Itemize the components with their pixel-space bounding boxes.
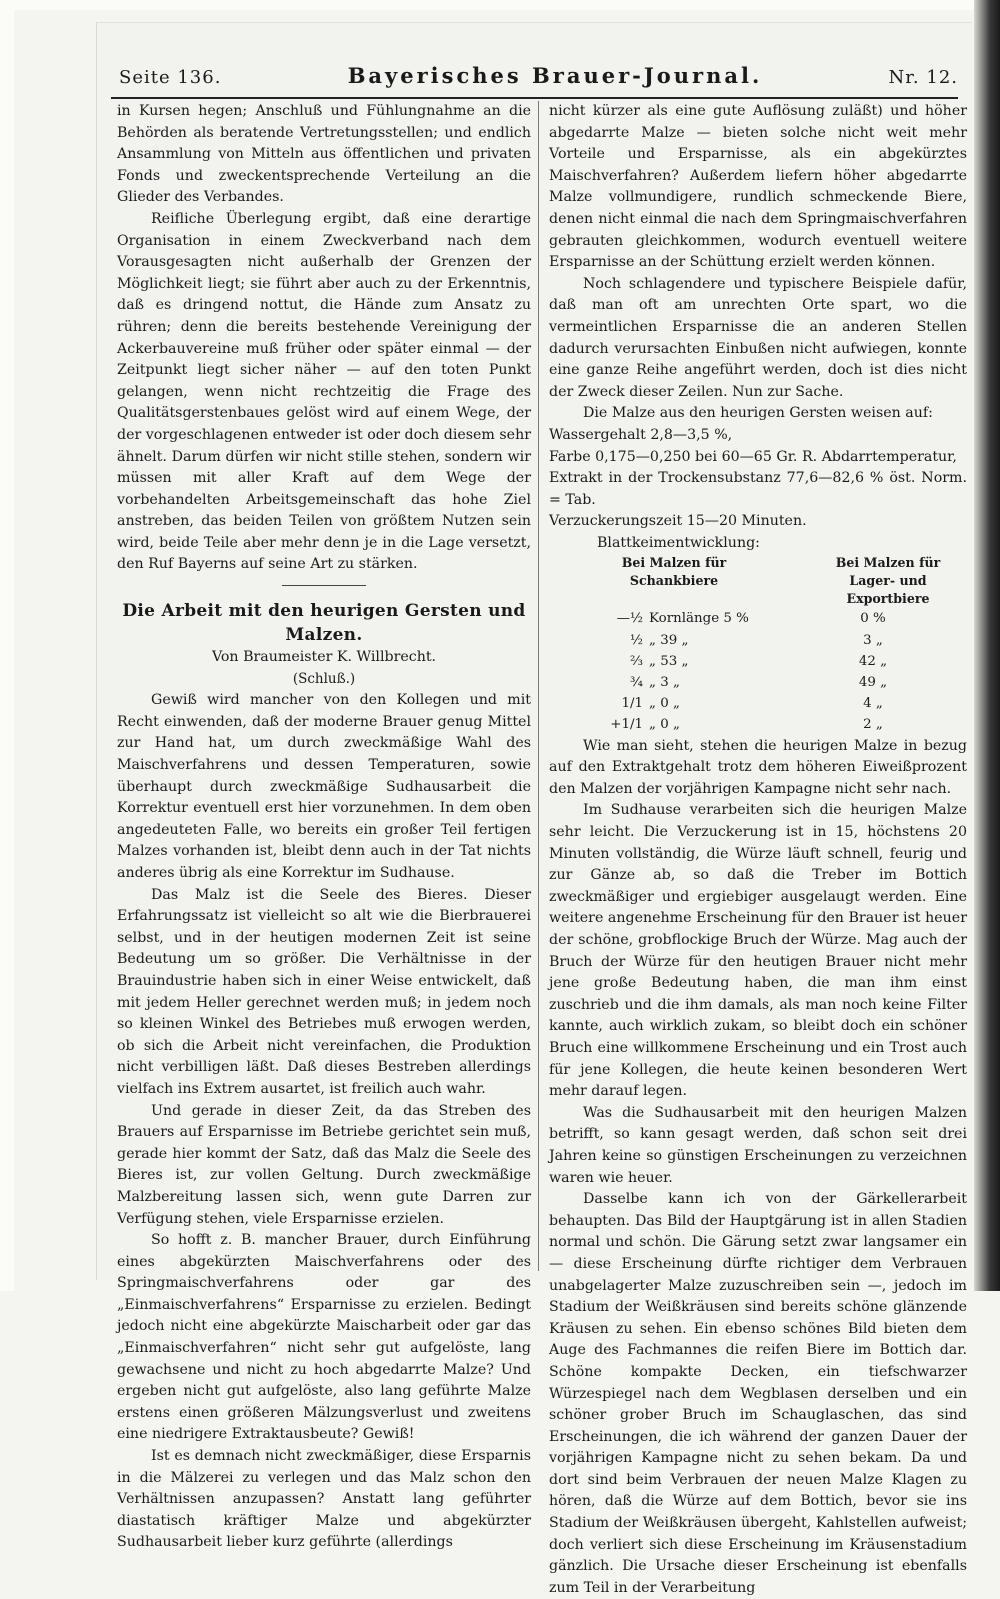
paragraph: nicht kürzer als eine gute Auflösung zuläßt) und höher abgedarrte Malze — bieten solche nicht weit mehr Vorteile und Ersparnisse, als ein abgekürztes Maischverfahren? Außerdem liefern höher abgedarrte Malze vollmundigere, rundlich schmeckende Biere, denen nicht einmal die nach dem Springmaischverfahren gebrauten gleichkommen, wodurch eventuell weitere Ersparnisse an der Schüttung erzielt werden können. [549, 103, 967, 271]
scan-binding-edge [974, 0, 1000, 1291]
table-header-schankbiere: Bei Malzen für Schankbiere [621, 555, 727, 589]
paragraph: Wie man sieht, stehen die heurigen Malze in bezug auf den Extraktgehalt trotz dem höheren Eiweißprozent den Malzen der vorjährigen Kampagne nicht sehr nach. [549, 737, 967, 797]
paragraph: Dasselbe kann ich von der Gärkellerarbeit behaupten. Das Bild der Hauptgärung ist in allen Stadien normal und schön. Die Gärung setzt zwar langsamer ein — diese Erscheinung dürfte richtiger dem Verbrauen unabgelagerter Malze zuzuschreiben sein —, jedoch im Stadium der Weißkräusen sind bereits schöne glänzende Kräusen zu sehen. Ein ebenso schönes Bild bieten dem Auge des Fachmannes die reifen Biere im Bottich dar. Schöne kompakte Decken, ein tiefschwarzer Würzespiegel nach dem Wegblasen derselben und ein schöner grober Bruch im Schauglaschen, das sind Erscheinungen, die ich während der ganzen Dauer der vorjährigen Kampagne nicht zu sehen bekam. Da und dort sind beim Verbrauen der neuen Malze Klagen zu hören, daß die Würze auf dem Bottich, bevor sie ins Stadium der Weißkräusen übergeht, Kahlstellen aufweist; doch verliert sich diese Erscheinung im Kräusenstadium gänzlich. Die Ursache dieser Erscheinung ist ebenfalls zum Teil in der Verarbeitung [549, 1191, 967, 1596]
section-divider [282, 585, 366, 586]
paragraph: in Kursen hegen; Anschluß und Fühlungnahme an die Behörden als beratende Vertretungsstellen; und endlich Ansammlung von Mitteln aus öffentlichen und privaten Fonds und zweckentsprechende Verteilung an die Glieder des Verbandes. [117, 103, 531, 206]
table-row [549, 608, 967, 629]
table-cell: 42 „ [858, 653, 888, 669]
article-author: Von Braumeister K. Willbrecht. [211, 649, 437, 666]
acrospire-table [549, 554, 967, 735]
table-row [549, 630, 967, 651]
table-row [549, 651, 967, 672]
article-title: Die Arbeit mit den heurigen Gersten und Malzen. [122, 601, 526, 646]
table-row [549, 714, 967, 735]
page-number: Seite 136. [119, 67, 222, 88]
table-cell: ⅔ [630, 653, 643, 669]
table-row [549, 693, 967, 714]
table-cell: „ 3 „ [649, 675, 680, 691]
paragraph: Gewiß wird mancher von den Kollegen und mit Recht einwenden, daß der moderne Brauer genug Mittel zur Hand hat, um durch zweckmäßige Wahl des Maischverfahrens und dessen Temperaturen, sowie überhaupt durch zweckmäßige Sudhausarbeit die Korrektur eventuell erst hier vorzunehmen. In dem oben angedeuteten Falle, wo bereits ein großer Teil fertigen Malzes vorhanden ist, bleibt denn auch in der Tat nichts anderes übrig als eine Korrektur im Sudhause. [117, 692, 531, 881]
table-cell: „ 0 „ [649, 717, 680, 733]
table-header-row [549, 554, 967, 608]
left-column [117, 101, 531, 1554]
right-column [549, 101, 967, 1599]
paragraph: Noch schlagendere und typischere Beispiele dafür, daß man oft am unrechten Orte spart, wo die vermeintlichen Ersparnisse die an anderen Stellen dadurch verursachten Einbußen nicht aufwiegen, konnte eine ganze Reihe angeführt werden, doch ist dies nicht der Zweck dieser Zeilen. Nun zur Sache. [549, 275, 967, 400]
paragraph: Die Malze aus den heurigen Gersten weisen auf: [583, 405, 933, 422]
paragraph: Ist es demnach nicht zweckmäßiger, diese Ersparnis in die Mälzerei zu verlegen und das Malz schon den Verhältnissen anzupassen? Anstatt lang geführter diastatisch kräftiger Malze und abgekürzter Sudhausarbeit lieber kurz geführte (allerdings [117, 1448, 531, 1551]
table-cell: +1/1 [610, 717, 643, 733]
table-cell: 4 „ [863, 696, 883, 712]
table-cell: 1/1 [621, 696, 643, 712]
journal-title: Bayerisches Brauer-Journal. [347, 63, 763, 88]
table-cell: ½ [630, 632, 643, 648]
table-cell: 2 „ [863, 717, 883, 733]
table-cell: 49 „ [858, 675, 888, 691]
table-cell: „ 53 „ [649, 653, 689, 669]
table-cell: Kornlänge 5 % [649, 611, 749, 627]
table-cell: „ 39 „ [649, 632, 689, 648]
table-cell: —½ [616, 611, 643, 627]
paragraph: Das Malz ist die Seele des Bieres. Dieser Erfahrungssatz ist vielleicht so alt wie die Bierbrauerei selbst, und in der heutigen modernen Zeit ist seine Bedeutung um so größer. Die Verhältnisse in der Brauindustrie haben sich in einer Weise entwickelt, daß mit jedem Heller gerechnet werden muß; in jedem noch so kleinen Winkel des Betriebes muß erwogen werden, ob sich die Arbeit nicht vereinfachen, die Produktion nicht verbilligen läßt. Daß dieses Bestreben allerdings vielfach ins Extrem ausartet, ist freilich auch wahr. [117, 886, 531, 1097]
paragraph: Und gerade in dieser Zeit, da das Streben des Brauers auf Ersparnisse im Betriebe gerichtet sein muß, gerade hier kommt der Satz, daß das Malz die Seele des Bieres ist, zur vollen Geltung. Durch zweckmäßige Malzbereitung lassen sich, wenn gute Darren zur Verfügung stehen, viele Ersparnisse erzielen. [117, 1102, 531, 1227]
paragraph: Was die Sudhausarbeit mit den heurigen Malzen betrifft, so kann gesagt werden, daß schon seit drei Jahren keine so günstigen Erscheinungen zu verzeichnen waren wie heuer. [549, 1104, 967, 1186]
malt-analysis-line: Wassergehalt 2,8—3,5 %, [549, 426, 733, 443]
column-divider [538, 101, 539, 1271]
table-cell: 0 % [860, 611, 886, 627]
table-cell: „ 0 „ [649, 696, 680, 712]
malt-analysis-line: Verzuckerungszeit 15—20 Minuten. [549, 513, 807, 530]
paragraph: So hofft z. B. mancher Brauer, durch Einführung eines abgekürzten Maischverfahrens oder des Springmaischverfahrens oder gar des „Einmaischverfahrens“ Ersparnisse zu erzielen. Bedingt jedoch nicht eine abgekürzte Maischarbeit oder gar das „Einmaischverfahren“ nicht sehr gut aufgelöste, lang gewachsene und nicht zu hoch abgedarrte Malze? Und ergeben nicht gut aufgelöste, also lang geführte Malze erstens einen größeren Mälzungsverlust und zweitens eine niedrigere Extraktausbeute? Gewiß! [117, 1232, 531, 1443]
scan-margin-left [0, 0, 14, 1291]
newspaper-page [96, 22, 972, 1596]
table-cell: 3 „ [863, 632, 883, 648]
header-rule [111, 97, 958, 99]
scan-margin-top [0, 0, 1000, 10]
table-header-lagerbiere: Bei Malzen für Lager- und Exportbiere [835, 555, 941, 607]
table-label: Blattkeimentwicklung: [597, 534, 760, 551]
malt-analysis-line: Extrakt in der Trockensubstanz 77,6—82,6 % öst. Norm. = Tab. [549, 470, 967, 508]
paragraph: Im Sudhause verarbeiten sich die heurigen Malze sehr leicht. Die Verzuckerung ist in 15, höchstens 20 Minuten vollständig, die Würze läuft schnell, feurig und zur Gänze ab, so daß die Treber im Bottich zweckmäßiger und ergiebiger ausgelaugt werden. Eine weitere angenehme Erscheinung für den Brauer ist heuer der schöne, grobflockige Bruch der Würze. Mag auch der Bruch der Würze für den heutigen Brauer nicht mehr jene große Bedeutung haben, die man ihm einst zuschrieb und die ihm damals, als man noch keine Filter kannte, auch wirklich zukam, so bleibt doch ein schöner Bruch eine willkommene Erscheinung und ein Trost auch für jene Kollegen, die heute keinen besonderen Wert mehr darauf legen. [549, 802, 967, 1100]
paragraph: Reifliche Überlegung ergibt, daß eine derartige Organisation in einem Zweckverband nach dem Vorausgesagten nicht außerhalb der Grenzen der Möglichkeit liegt; sie führt aber auch zu der Erkenntnis, daß es dringend nottut, die Hände zum Ansatz zu rühren; denn die bereits bestehende Vereinigung der Ackerbauvereine muß früher oder später einmal — der Zeitpunkt liegt sicher näher — auf den toten Punkt gelangen, wenn nicht rechtzeitig die Frage des Qualitätsgerstenbaues gelöst wird auf einem Wege, der der vorgeschlagenen entweder ist oder doch diesem sehr ähnelt. Darum dürfen wir nicht stille stehen, sondern wir müssen mit aller Kraft auf dem Wege der vorbehandelten Arbeitsgemeinschaft das hohe Ziel anstreben, das beiden Teilen von größtem Nutzen sein wird, beide Teile aber mehr denn je in die Lage versetzt, den Ruf Bayerns auf seine Art zu stärken. [117, 210, 531, 573]
issue-number: Nr. 12. [888, 67, 958, 88]
page-header [119, 63, 958, 91]
malt-analysis-line: Farbe 0,175—0,250 bei 60—65 Gr. R. Abdarrtemperatur, [549, 448, 957, 465]
table-cell: ¾ [630, 675, 643, 691]
article-continuation: (Schluß.) [292, 670, 356, 687]
table-row [549, 672, 967, 693]
